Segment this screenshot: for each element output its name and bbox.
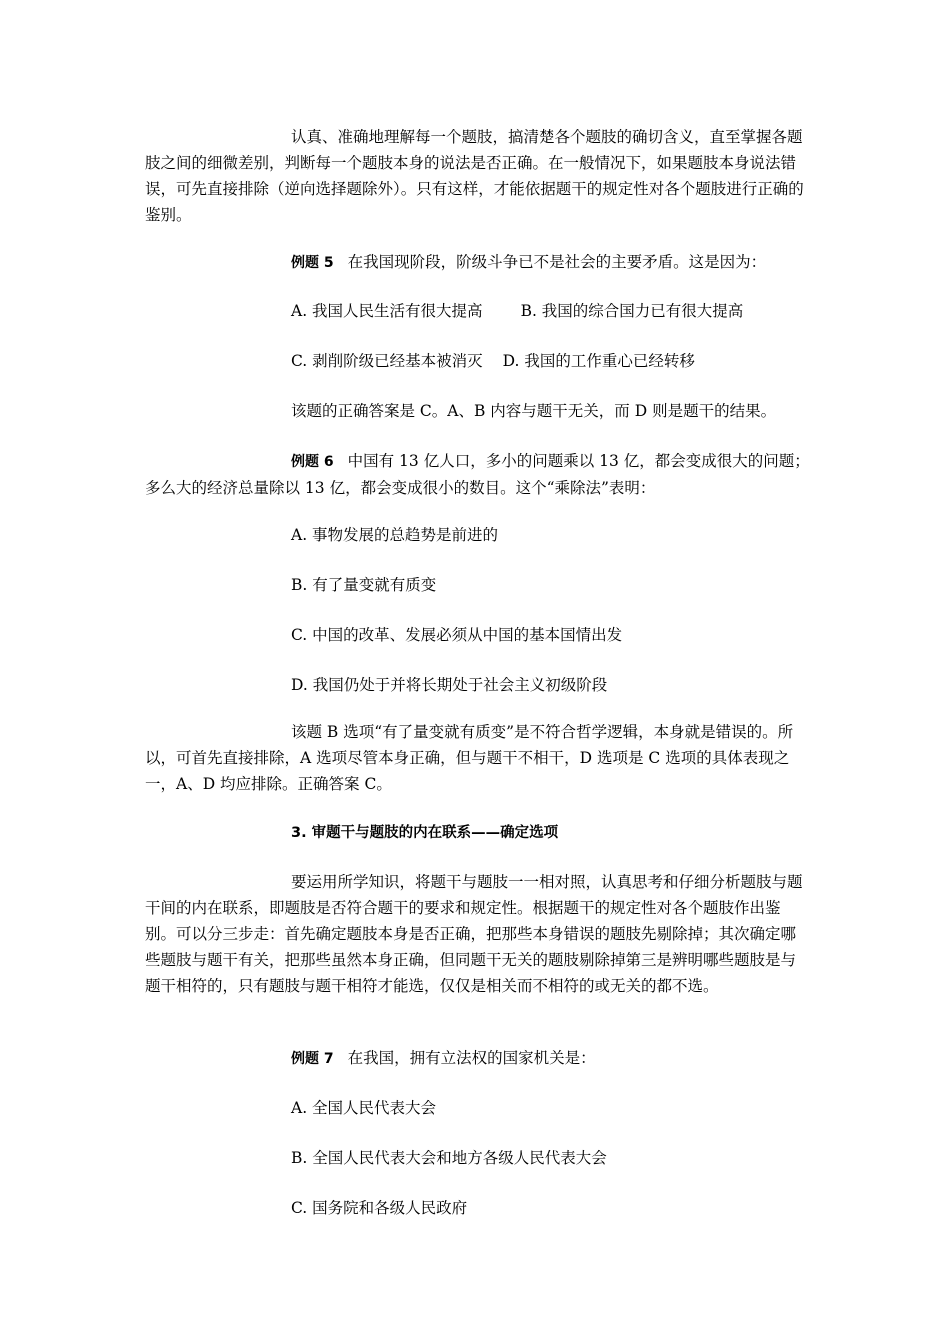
example-7-option-c: C. 国务院和各级人民政府 [291, 1199, 468, 1217]
example-5-option-c: C. 剥削阶级已经基本被消灭 [291, 352, 483, 370]
example-5-options-ab [291, 298, 743, 324]
example-6-option-c: C. 中国的改革、发展必须从中国的基本国情出发 [291, 626, 623, 644]
example-7-label: 例题 7 [291, 1051, 334, 1067]
example-5-option-d: D. 我国的工作重心已经转移 [502, 352, 695, 370]
example-5-option-a: A. 我国人民生活有很大提高 [291, 302, 483, 320]
example-5-options-cd [291, 348, 695, 374]
example-7-option-a: A. 全国人民代表大会 [291, 1099, 437, 1117]
example-6-option-b: B. 有了量变就有质变 [291, 576, 437, 594]
example-6-question: 中国有 13 亿人口，多小的问题乘以 13 亿，都会变成很大的问题；多么大的经济总量除以 13 亿，都会变成很小的数目。这个“乘除法”表明： [145, 452, 810, 497]
example-6-option-a: A. 事物发展的总趋势是前进的 [291, 526, 499, 544]
section-3-body: 要运用所学知识，将题干与题肢一一相对照，认真思考和仔细分析题肢与题干间的内在联系，即题肢是否符合题干的要求和规定性。根据题干的规定性对各个题肢作出鉴别。可以分三步走：首先确定题肢本身是否正确，把那些本身错误的题肢先剔除掉；其次确定哪些题肢与题干有关，把那些虽然本身正确，但同题干无关的题肢剔除掉第三是辨明哪些题肢是与题干相符的，只有题肢与题干相符才能选，仅仅是相关而不相符的或无关的都不选。 [145, 873, 803, 995]
example-5-question-line [291, 249, 766, 276]
example-5-analysis: 该题的正确答案是 C。A、B 内容与题干无关，而 D 则是题干的结果。 [291, 402, 777, 420]
example-5-label: 例题 5 [291, 255, 334, 271]
section-3-heading: 3. 审题干与题肢的内在联系——确定选项 [291, 825, 559, 841]
example-6-question-paragraph [145, 448, 810, 501]
example-6-analysis: 该题 B 选项“有了量变就有质变”是不符合哲学逻辑，本身就是错误的。所以，可首先直接排除，A 选项尽管本身正确，但与题干不相干，D 选项是 C 选项的具体表现之一，A、D 均应排除。正确答案 C。 [145, 723, 794, 793]
example-7-question: 在我国，拥有立法权的国家机关是： [347, 1049, 596, 1067]
example-7-question-line [291, 1045, 596, 1072]
example-6-option-d: D. 我国仍处于并将长期处于社会主义初级阶段 [291, 676, 608, 694]
example-6-label: 例题 6 [291, 454, 334, 470]
intro-paragraph: 认真、准确地理解每一个题肢，搞清楚各个题肢的确切含义，直至掌握各题肢之间的细微差别，判断每一个题肢本身的说法是否正确。在一般情况下，如果题肢本身说法错误，可先直接排除（逆向选择题除外）。只有这样，才能依据题干的规定性对各个题肢进行正确的鉴别。 [145, 128, 804, 224]
example-5-question: 在我国现阶段，阶级斗争已不是社会的主要矛盾。这是因为： [347, 253, 767, 271]
example-7-option-b: B. 全国人民代表大会和地方各级人民代表大会 [291, 1149, 607, 1167]
example-5-option-b: B. 我国的综合国力已有很大提高 [520, 302, 744, 320]
